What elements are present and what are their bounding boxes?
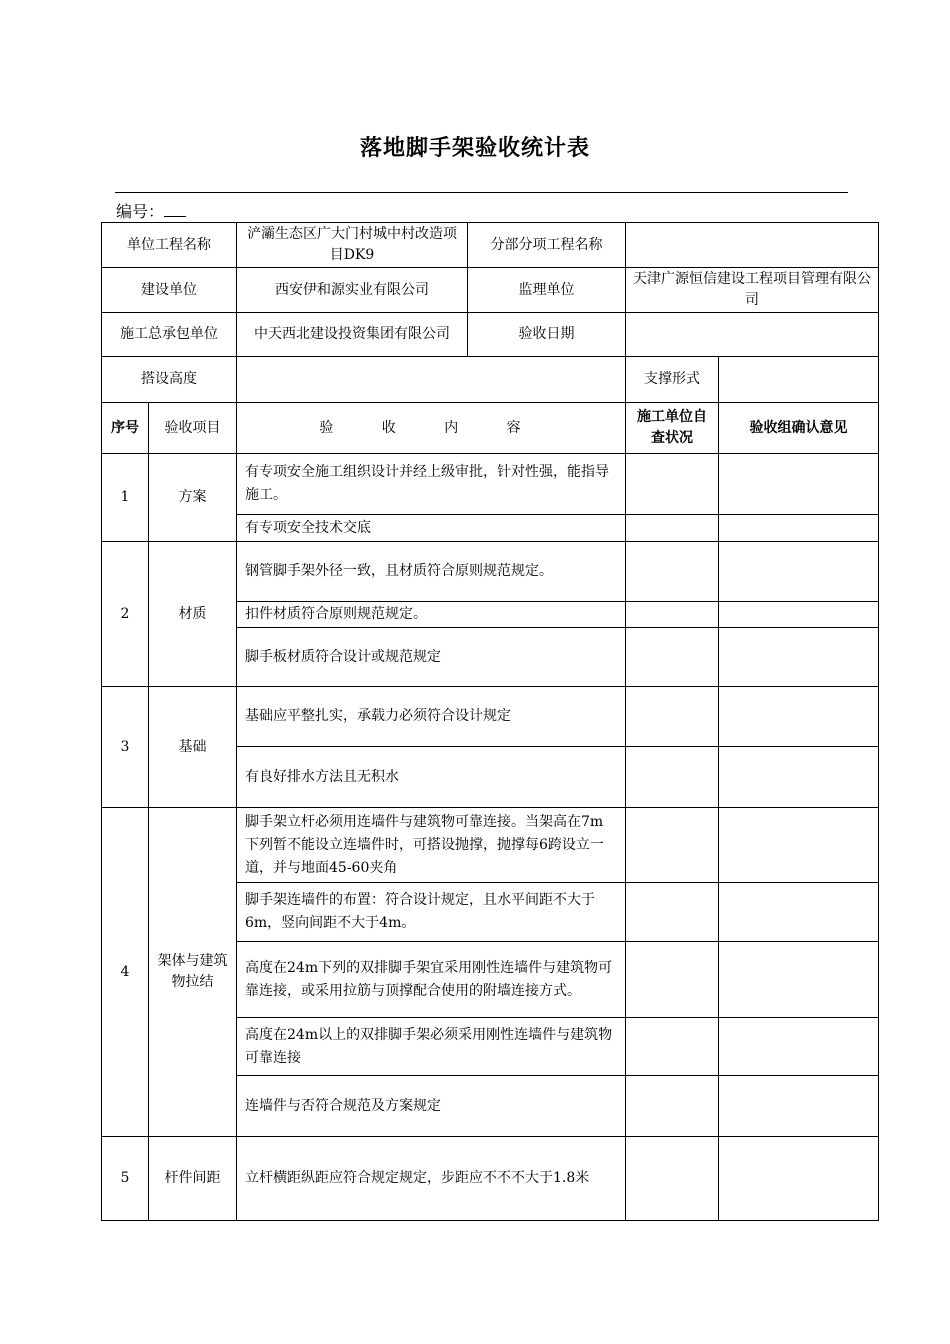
opinion-cell[interactable] [719,1137,879,1221]
opinion-cell[interactable] [719,942,879,1018]
general-contractor-value[interactable]: 中天西北建设投资集团有限公司 [237,313,468,357]
page-title: 落地脚手架验收统计表 [359,135,590,161]
support-form-value[interactable] [719,357,879,403]
table-row [102,687,879,747]
check-content: 高度在24m下列的双排脚手架宜采用刚性连墙件与建筑物可靠连接，或采用拉筋与顶撑配合使用的附墙连接方式。 [237,942,626,1018]
opinion-cell[interactable] [719,1018,879,1076]
opinion-cell[interactable] [719,808,879,883]
group-item: 架体与建筑物拉结 [149,808,237,1137]
height-label: 搭设高度 [102,357,237,403]
sub-project-value[interactable] [626,223,879,268]
table-row [102,454,879,515]
opinion-cell[interactable] [719,515,879,542]
height-value[interactable] [237,357,626,403]
opinion-cell[interactable] [719,747,879,808]
header-self-check: 施工单位自查状况 [626,403,719,454]
group-no: 4 [102,808,149,1137]
self-check-cell[interactable] [626,1076,719,1137]
self-check-cell[interactable] [626,602,719,628]
opinion-cell[interactable] [719,602,879,628]
check-content: 扣件材质符合原则规范规定。 [237,602,626,628]
check-content: 连墙件与否符合规范及方案规定 [237,1076,626,1137]
self-check-cell[interactable] [626,747,719,808]
sub-project-label: 分部分项工程名称 [468,223,626,268]
table-row [102,542,879,602]
header-content [237,403,626,454]
acceptance-date-value[interactable] [626,313,879,357]
group-no: 2 [102,542,149,687]
acceptance-form-table [101,222,879,1221]
supervision-unit-value[interactable]: 天津广源恒信建设工程项目管理有限公司 [626,268,879,313]
self-check-cell[interactable] [626,1018,719,1076]
group-item: 方案 [149,454,237,542]
check-content: 有良好排水方法且无积水 [237,747,626,808]
opinion-cell[interactable] [719,628,879,687]
check-content: 脚手板材质符合设计或规范规定 [237,628,626,687]
acceptance-date-label: 验收日期 [468,313,626,357]
check-content: 脚手架连墙件的布置：符合设计规定，且水平间距不大于6m，竖向间距不大于4m。 [237,883,626,942]
support-form-label: 支撑形式 [626,357,719,403]
group-item: 杆件间距 [149,1137,237,1221]
group-item: 材质 [149,542,237,687]
header-opinion: 验收组确认意见 [719,403,879,454]
group-no: 3 [102,687,149,808]
check-content: 钢管脚手架外径一致，且材质符合原则规范规定。 [237,542,626,602]
group-item: 基础 [149,687,237,808]
general-contractor-label: 施工总承包单位 [102,313,237,357]
header-item: 验收项目 [149,403,237,454]
self-check-cell[interactable] [626,515,719,542]
title-underline [115,192,848,193]
table-row [102,808,879,883]
check-content: 有专项安全技术交底 [237,515,626,542]
unit-project-label: 单位工程名称 [102,223,237,268]
opinion-cell[interactable] [719,1076,879,1137]
serial-label: 编号： [116,202,165,221]
opinion-cell[interactable] [719,687,879,747]
opinion-cell[interactable] [719,883,879,942]
opinion-cell[interactable] [719,542,879,602]
check-content: 有专项安全施工组织设计并经上级审批，针对性强，能指导施工。 [237,454,626,515]
check-content: 高度在24m以上的双排脚手架必须采用刚性连墙件与建筑物可靠连接 [237,1018,626,1076]
supervision-unit-label: 监理单位 [468,268,626,313]
self-check-cell[interactable] [626,1137,719,1221]
serial-blank[interactable] [164,202,186,217]
self-check-cell[interactable] [626,883,719,942]
unit-project-value[interactable]: 浐灞生态区广大门村城中村改造项目DK9 [237,223,468,268]
self-check-cell[interactable] [626,542,719,602]
header-content-text: 验 收 内 容 [319,419,543,436]
check-content: 脚手架立杆必须用连墙件与建筑物可靠连接。当架高在7m下列暂不能设立连墙件时，可搭设抛撑，抛撑每6跨设立一道，并与地面45-60夹角 [237,808,626,883]
construction-unit-label: 建设单位 [102,268,237,313]
self-check-cell[interactable] [626,454,719,515]
check-content: 立杆横距纵距应符合规定规定，步距应不不不大于1.8米 [237,1137,626,1221]
group-no: 5 [102,1137,149,1221]
self-check-cell[interactable] [626,628,719,687]
construction-unit-value[interactable]: 西安伊和源实业有限公司 [237,268,468,313]
self-check-cell[interactable] [626,942,719,1018]
serial-number [116,199,186,222]
table-row [102,1137,879,1221]
opinion-cell[interactable] [719,454,879,515]
self-check-cell[interactable] [626,808,719,883]
self-check-cell[interactable] [626,687,719,747]
group-no: 1 [102,454,149,542]
check-content: 基础应平整扎实，承载力必须符合设计规定 [237,687,626,747]
header-no: 序号 [102,403,149,454]
